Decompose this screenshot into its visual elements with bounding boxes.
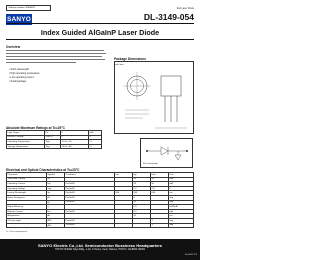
table-row <box>7 144 102 149</box>
table-cell: η <box>47 205 65 210</box>
table-cell: Ith <box>47 177 65 182</box>
table-cell: deg <box>169 195 194 200</box>
table-cell: Slope Efficiency <box>7 205 47 210</box>
table-cell: 2.5 <box>151 186 169 191</box>
overview-text-line <box>6 53 106 54</box>
footer <box>0 239 200 260</box>
table-cell: Off-axis angle <box>7 218 47 223</box>
page-title: Index Guided AlGaInP Laser Diode <box>40 28 160 37</box>
table-cell: °C <box>89 144 102 149</box>
table-cell: 0.5 <box>133 205 151 210</box>
part-number: DL-3149-054 <box>143 12 194 22</box>
table-cell: 3 <box>151 218 169 223</box>
table-cell: deg <box>169 200 194 205</box>
feature-item: • High operating temperature <box>9 72 40 75</box>
table-header-cell: Parameter <box>7 173 47 178</box>
table-cell: Po=5mW <box>65 223 115 228</box>
table-cell: Iop <box>47 182 65 187</box>
table-cell <box>115 223 133 228</box>
table-cell: Vop <box>47 186 65 191</box>
table-cell: deg <box>169 223 194 228</box>
table-cell: deg <box>169 218 194 223</box>
table-cell: Storage Temperature <box>7 144 45 149</box>
ordering-number: Ordering number: ENN6057 <box>6 5 51 11</box>
table-cell: Beam Divergence <box>7 195 47 200</box>
table-cell: θ// <box>47 195 65 200</box>
table-cell: 40 <box>151 177 169 182</box>
package-heading: Package Dimensions <box>114 57 146 61</box>
table-cell <box>7 223 47 228</box>
table-cell: 650 <box>115 191 133 196</box>
table-cell: μm <box>169 214 194 219</box>
table-cell: Po=5mW <box>65 182 115 187</box>
table-row <box>7 223 194 228</box>
feature-item: • Low operating current <box>9 76 34 79</box>
table-cell: 655 <box>133 191 151 196</box>
table-cell: Tstg <box>45 144 61 149</box>
abs-max-heading: Absolute Maximum Ratings at Tc=25°C <box>6 126 65 130</box>
package-unit: unit: mm <box>115 64 124 66</box>
table-cell: As <box>47 214 65 219</box>
table-cell: Operating Current <box>7 182 47 187</box>
table-cell: 3 <box>151 223 169 228</box>
table-header-cell: min <box>115 173 133 178</box>
table-header-cell: typ <box>133 173 151 178</box>
table-cell: mA <box>169 209 194 214</box>
pin-connection-label: Pin Connection <box>143 163 158 165</box>
sanyo-logo: SANYO <box>6 16 32 23</box>
table-header-cell: Unit <box>169 173 194 178</box>
table-cell: Reverse Voltage <box>7 135 45 140</box>
table-cell: Po=5mW <box>65 195 115 200</box>
table-cell: 10 <box>133 214 151 219</box>
table-cell: mA <box>169 177 194 182</box>
table-cell: θ⊥ <box>47 200 65 205</box>
table-cell: 0.2 <box>133 209 151 214</box>
table-cell: V <box>89 135 102 140</box>
table-cell: 5 <box>61 131 89 136</box>
electrical-heading: Electrical and Optical Characteristics at Tc=25°C <box>6 168 80 172</box>
table-cell: V <box>169 186 194 191</box>
table-header-cell: max <box>151 173 169 178</box>
table-cell: 35 <box>133 182 151 187</box>
package-drawing <box>115 62 195 135</box>
feature-item: • Small package <box>9 80 27 83</box>
table-cell: 25 <box>133 177 151 182</box>
electrical-table <box>6 172 194 228</box>
table-cell: λp <box>47 191 65 196</box>
product-type: Red Laser Diode <box>176 8 194 10</box>
overview-text-line <box>6 59 105 60</box>
feature-item: • Short wavelength <box>9 68 29 71</box>
table-cell: mW/mA <box>169 205 194 210</box>
table-cell: Po=5mW <box>65 218 115 223</box>
table-cell: Topr <box>45 140 61 145</box>
table-header-cell: Conditions <box>65 173 115 178</box>
table-cell: Po <box>45 131 61 136</box>
overview-text-line <box>6 62 76 63</box>
table-cell: VR(LD) <box>45 135 61 140</box>
overview-heading: Overview <box>6 45 21 49</box>
table-cell <box>133 223 151 228</box>
overview-text-line <box>6 50 104 51</box>
footnote: Tc: Case temperature. <box>6 231 28 233</box>
abs-max-table <box>6 130 102 149</box>
table-cell: Threshold Current <box>7 177 47 182</box>
package-diagram <box>114 61 194 134</box>
table-cell: °C <box>89 140 102 145</box>
table-cell: mA <box>169 182 194 187</box>
table-cell: Operating Temperature <box>7 140 45 145</box>
table-cell: 660 <box>151 191 169 196</box>
table-cell: Monitor Current <box>7 209 47 214</box>
table-cell: Po=5mW <box>65 200 115 205</box>
table-cell: Po=5mW <box>65 186 115 191</box>
table-cell: 50 <box>151 182 169 187</box>
table-cell: Po=5mW <box>65 191 115 196</box>
table-cell: mW <box>89 131 102 136</box>
table-cell: Light Output <box>7 131 45 136</box>
table-cell: 2 <box>61 135 89 140</box>
table-cell: Δθ// <box>47 218 65 223</box>
table-header-cell: Symbol <box>47 173 65 178</box>
table-cell: Lasing Wavelength <box>7 191 47 196</box>
table-cell: 30 <box>133 200 151 205</box>
table-cell: Operating Voltage <box>7 186 47 191</box>
table-cell: Im <box>47 209 65 214</box>
table-cell: -10 to +70 <box>61 140 89 145</box>
table-cell: 8 <box>133 195 151 200</box>
overview-text-line <box>6 56 102 57</box>
table-cell: nm <box>169 191 194 196</box>
footer-doc-code: No.6057-1/3 <box>184 254 197 256</box>
table-cell: Po=5mW <box>65 209 115 214</box>
table-cell: Δθ⊥ <box>47 223 65 228</box>
table-cell: 2.2 <box>133 186 151 191</box>
footer-company: SANYO Electric Co.,Ltd. Semiconductor Bussiness Headquarters <box>37 243 163 248</box>
footer-address: TOKYO OFFICE Tokyo Bldg., 1-10, 1 Chome, Ueno, Taito-ku, TOKYO, 110-8534 JAPAN <box>55 249 145 251</box>
table-cell: -40 to +85 <box>61 144 89 149</box>
table-cell: Astigmatism <box>7 214 47 219</box>
